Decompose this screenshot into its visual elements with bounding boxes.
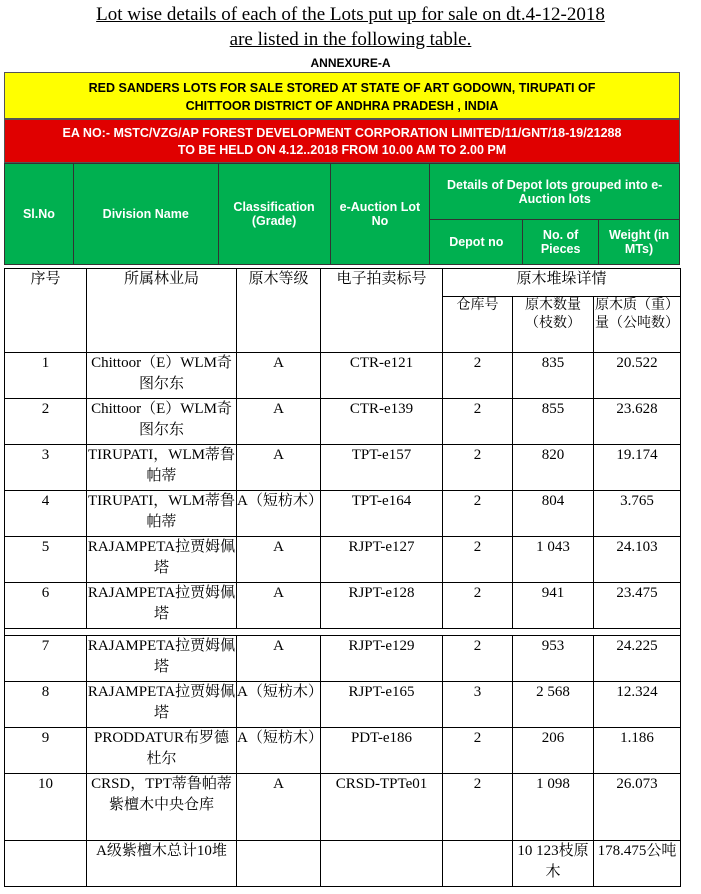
row-lot: CRSD-TPTe01 <box>321 774 443 841</box>
red-banner-line-2: TO BE HELD ON 4.12..2018 FROM 10.00 AM TO 2.00 PM <box>177 143 507 157</box>
row-weight: 23.475 <box>594 583 681 629</box>
document-heading <box>0 2 701 52</box>
table-row <box>5 682 681 728</box>
row-division: RAJAMPETA拉贾姆佩塔 <box>87 583 237 629</box>
row-lot: RJPT-e165 <box>321 682 443 728</box>
row-grade: A <box>237 445 321 491</box>
row-pieces: 206 <box>513 728 594 774</box>
row-grade: A（短枋木） <box>237 491 321 537</box>
header-details: Details of Depot lots grouped into e-Auction lots <box>430 164 680 220</box>
row-weight: 24.103 <box>594 537 681 583</box>
row-depot: 2 <box>443 399 513 445</box>
header-weight: Weight (in MTs) <box>599 220 680 265</box>
cn-header-grade: 原木等级 <box>237 269 321 353</box>
header-lot-no: e-Auction Lot No <box>330 164 430 265</box>
table-row <box>5 583 681 629</box>
total-row <box>5 841 681 887</box>
row-depot: 2 <box>443 491 513 537</box>
header-slno: Sl.No <box>5 164 74 265</box>
row-division: CRSD，TPT蒂鲁帕蒂紫檀木中央仓库 <box>87 774 237 841</box>
row-pieces: 1 098 <box>513 774 594 841</box>
english-header-table <box>4 163 680 265</box>
row-lot: CTR-e139 <box>321 399 443 445</box>
row-sl: 1 <box>5 353 87 399</box>
yellow-banner-line-1: RED SANDERS LOTS FOR SALE STORED AT STATE OF ART GODOWN, TIRUPATI OF <box>88 81 596 95</box>
row-lot: RJPT-e129 <box>321 636 443 682</box>
yellow-banner-line-2: CHITTOOR DISTRICT OF ANDHRA PRADESH , INDIA <box>185 99 499 113</box>
row-sl: 9 <box>5 728 87 774</box>
row-weight: 3.765 <box>594 491 681 537</box>
row-grade: A <box>237 636 321 682</box>
row-weight: 24.225 <box>594 636 681 682</box>
row-division: RAJAMPETA拉贾姆佩塔 <box>87 537 237 583</box>
cn-header-lot: 电子拍卖标号 <box>321 269 443 353</box>
row-depot: 3 <box>443 682 513 728</box>
header-classification: Classification (Grade) <box>218 164 330 265</box>
table-row <box>5 774 681 841</box>
row-depot: 2 <box>443 636 513 682</box>
cn-header-weight: 原木质（重）量（公吨数） <box>594 297 681 353</box>
row-weight: 12.324 <box>594 682 681 728</box>
cn-header-slno: 序号 <box>5 269 87 353</box>
row-lot: TPT-e164 <box>321 491 443 537</box>
cn-header-depot: 仓库号 <box>443 297 513 353</box>
row-grade: A <box>237 353 321 399</box>
total-label: A级紫檀木总计10堆 <box>87 841 237 887</box>
table-row <box>5 353 681 399</box>
row-division: RAJAMPETA拉贾姆佩塔 <box>87 636 237 682</box>
row-pieces: 941 <box>513 583 594 629</box>
row-depot: 2 <box>443 774 513 841</box>
row-lot: TPT-e157 <box>321 445 443 491</box>
row-pieces: 2 568 <box>513 682 594 728</box>
row-sl: 5 <box>5 537 87 583</box>
lots-table <box>4 268 681 887</box>
table-row <box>5 445 681 491</box>
row-lot: RJPT-e127 <box>321 537 443 583</box>
heading-line-2: are listed in the following table. <box>229 29 472 50</box>
row-division: TIRUPATI，WLM蒂鲁帕蒂 <box>87 445 237 491</box>
row-sl: 6 <box>5 583 87 629</box>
table-row <box>5 399 681 445</box>
row-depot: 2 <box>443 353 513 399</box>
row-lot: RJPT-e128 <box>321 583 443 629</box>
row-weight: 23.628 <box>594 399 681 445</box>
row-pieces: 953 <box>513 636 594 682</box>
row-weight: 20.522 <box>594 353 681 399</box>
header-pieces: No. of Pieces <box>523 220 599 265</box>
row-depot: 2 <box>443 728 513 774</box>
row-depot: 2 <box>443 445 513 491</box>
row-division: TIRUPATI，WLM蒂鲁帕蒂 <box>87 491 237 537</box>
row-weight: 1.186 <box>594 728 681 774</box>
page-break-gap <box>5 629 681 636</box>
row-sl: 3 <box>5 445 87 491</box>
header-division: Division Name <box>73 164 218 265</box>
red-banner-line-1: EA NO:- MSTC/VZG/AP FOREST DEVELOPMENT CORPORATION LIMITED/11/GNT/18-19/21288 <box>62 126 622 140</box>
total-pieces: 10 123枝原木 <box>513 841 594 887</box>
row-pieces: 855 <box>513 399 594 445</box>
row-sl: 2 <box>5 399 87 445</box>
cn-header-pieces: 原木数量（枝数） <box>513 297 594 353</box>
heading-line-1: Lot wise details of each of the Lots put up for sale on dt.4-12-2018 <box>96 4 605 25</box>
row-grade: A <box>237 774 321 841</box>
red-banner <box>4 119 680 163</box>
row-division: RAJAMPETA拉贾姆佩塔 <box>87 682 237 728</box>
row-weight: 26.073 <box>594 774 681 841</box>
row-division: Chittoor（E）WLM奇图尔东 <box>87 353 237 399</box>
row-grade: A（短枋木） <box>237 728 321 774</box>
row-grade: A <box>237 537 321 583</box>
row-grade: A <box>237 399 321 445</box>
row-depot: 2 <box>443 583 513 629</box>
row-depot: 2 <box>443 537 513 583</box>
row-division: PRODDATUR布罗德杜尔 <box>87 728 237 774</box>
row-sl: 10 <box>5 774 87 841</box>
row-grade: A（短枋木） <box>237 682 321 728</box>
table-row <box>5 491 681 537</box>
row-grade: A <box>237 583 321 629</box>
row-pieces: 804 <box>513 491 594 537</box>
cn-header-details: 原木堆垛详情 <box>443 269 681 297</box>
table-row <box>5 537 681 583</box>
total-weight: 178.475公吨 <box>594 841 681 887</box>
row-weight: 19.174 <box>594 445 681 491</box>
table-row <box>5 636 681 682</box>
row-pieces: 1 043 <box>513 537 594 583</box>
row-lot: CTR-e121 <box>321 353 443 399</box>
annexure-label: ANNEXURE-A <box>310 56 391 70</box>
header-depot: Depot no <box>430 220 523 265</box>
yellow-banner <box>4 72 680 119</box>
row-pieces: 820 <box>513 445 594 491</box>
row-sl: 8 <box>5 682 87 728</box>
row-sl: 7 <box>5 636 87 682</box>
row-division: Chittoor（E）WLM奇图尔东 <box>87 399 237 445</box>
row-sl: 4 <box>5 491 87 537</box>
cn-header-division: 所属林业局 <box>87 269 237 353</box>
table-row <box>5 728 681 774</box>
row-lot: PDT-e186 <box>321 728 443 774</box>
row-pieces: 835 <box>513 353 594 399</box>
